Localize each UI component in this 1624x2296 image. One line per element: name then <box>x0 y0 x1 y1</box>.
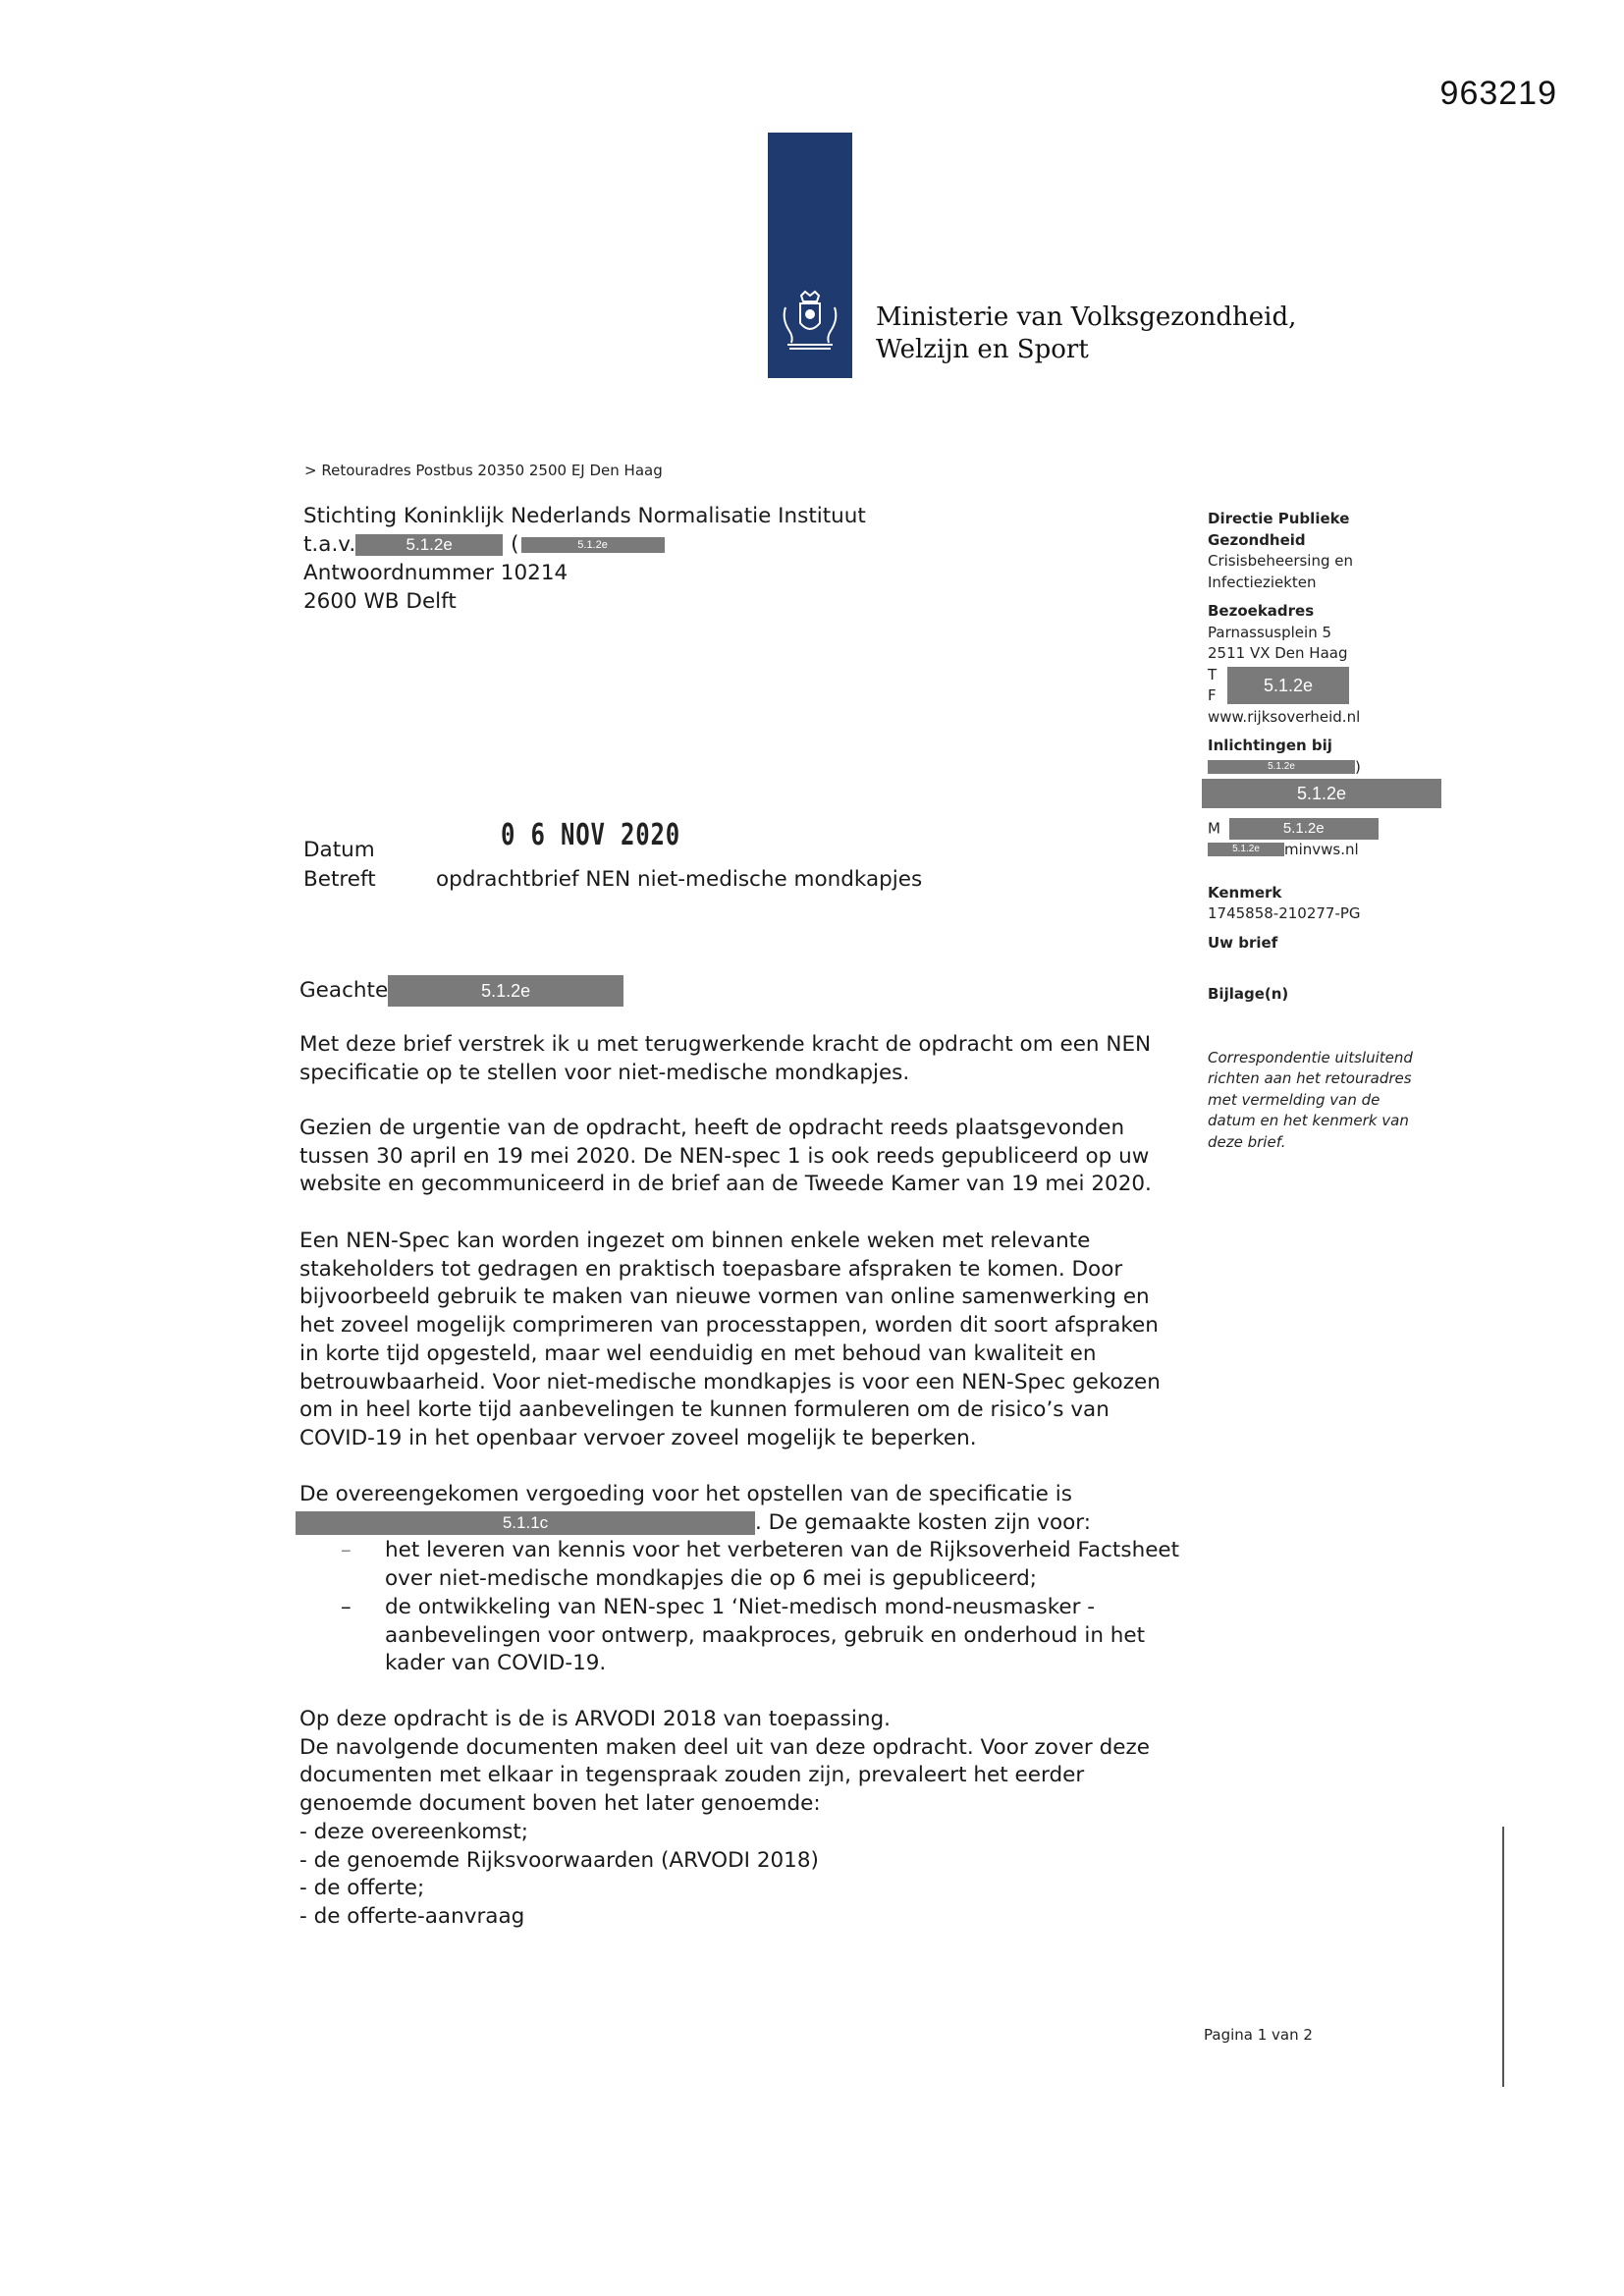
redaction-block: 5.1.2e <box>1227 667 1349 704</box>
text-line: genoemde document boven het later genoemde: <box>299 1791 821 1817</box>
text-line: de ontwikkeling van NEN-spec 1 ‘Niet-medisch mond-neusmasker - <box>385 1594 1096 1619</box>
rijksoverheid-logo <box>768 133 852 378</box>
text-line: COVID-19 in het openbaar vervoer zoveel mogelijk te beperken. <box>299 1425 977 1450</box>
fax-label: F <box>1208 686 1217 704</box>
page-number: Pagina 1 van 2 <box>1204 2026 1313 2044</box>
list-dash: – <box>341 1538 352 1563</box>
text-line: tussen 30 april en 19 mei 2020. De NEN-spec 1 is ook reeds gepubliceerd op uw <box>299 1143 1150 1169</box>
info-redaction-row <box>1208 779 1443 810</box>
your-letter-heading: Uw brief <box>1208 933 1278 952</box>
text-line: De overeengekomen vergoeding voor het opstellen van de specificatie is <box>299 1482 1072 1506</box>
text-line: Gezien de urgentie van de opdracht, heeft de opdracht reeds plaatsgevonden <box>299 1116 1125 1140</box>
visit-street: Parnassusplein 5 <box>1208 623 1332 641</box>
paragraph-3 <box>299 1228 1183 1453</box>
addressee-block <box>303 502 866 616</box>
subject-value: opdrachtbrief NEN niet-medische mondkapjes <box>436 867 923 892</box>
visit-postcode: 2511 VX Den Haag <box>1208 644 1348 662</box>
text-line: documenten met elkaar in tegenspraak zouden zijn, prevaleert het eerder <box>299 1763 1085 1788</box>
text-line: aanbevelingen voor ontwerp, maakproces, gebruik en onderhoud in het <box>385 1622 1146 1648</box>
redaction-block: 5.1.2e <box>1208 843 1284 856</box>
redaction-block: 5.1.1c <box>296 1511 755 1535</box>
text-line: betrouwbaarheid. Voor niet-medische mondkapjes is voor een NEN-Spec gekozen <box>299 1369 1161 1394</box>
addressee-tav <box>303 530 866 559</box>
addressee-antwoordnummer: Antwoordnummer 10214 <box>303 561 568 585</box>
info-contact <box>1208 757 1443 779</box>
redaction-block: 5.1.2e <box>355 534 503 556</box>
text-line: kader van COVID-19. <box>385 1651 607 1676</box>
text-fragment: . De gemaakte kosten zijn voor: <box>755 1509 1091 1535</box>
phone-label: T <box>1208 665 1218 683</box>
text-line: om in heel korte tijd aanbevelingen te kunnen formuleren om de risico’s van <box>299 1397 1110 1423</box>
document-number: 963219 <box>1439 75 1557 112</box>
text-line: - de offerte-aanvraag <box>299 1903 525 1929</box>
text-line: in korte tijd opgesteld, maar wel eenduidig en met behoud van kwaliteit en <box>299 1340 1097 1366</box>
email-row <box>1208 840 1443 861</box>
redaction-block: 5.1.2e <box>1208 760 1355 774</box>
text-line: over niet-medische mondkapjes die op 6 mei is gepubliceerd; <box>385 1566 1037 1592</box>
text-line: - de genoemde Rijksvoorwaarden (ARVODI 2018) <box>299 1847 819 1873</box>
paragraph-5 <box>299 1706 1183 1932</box>
text-line: stakeholders tot gedragen en praktisch toepasbare afspraken te komen. Door <box>299 1256 1123 1282</box>
paragraph-1 <box>299 1031 1183 1087</box>
text-line: - de offerte; <box>299 1876 425 1901</box>
tav-prefix: t.a.v. <box>303 532 356 557</box>
unit-line-2: Infectieziekten <box>1208 573 1317 591</box>
redaction-block: 5.1.2e <box>1202 779 1441 808</box>
ministry-line-1: Ministerie van Volksgezondheid, <box>876 302 1297 332</box>
text-line: Een NEN-Spec kan worden ingezet om binnen enkele weken met relevante <box>299 1229 1091 1253</box>
website: www.rijksoverheid.nl <box>1208 707 1361 726</box>
text-line: De navolgende documenten maken deel uit van deze opdracht. Voor zover deze <box>299 1734 1150 1760</box>
email-domain: minvws.nl <box>1284 840 1359 858</box>
attachments-heading: Bijlage(n) <box>1208 985 1289 1003</box>
note-line: met vermelding van de <box>1208 1090 1380 1109</box>
reference-heading: Kenmerk <box>1208 883 1282 902</box>
unit-line-1: Crisisbeheersing en <box>1208 552 1354 570</box>
date-stamp: 0 6 NOV 2020 <box>501 818 680 852</box>
scan-edge-line <box>1502 1827 1504 2087</box>
dept-line-2: Gezondheid <box>1208 530 1306 549</box>
note-line: richten aan het retouradres <box>1208 1069 1412 1087</box>
text-line: het zoveel mogelijk comprimeren van processtappen, worden dit soort afspraken <box>299 1313 1159 1339</box>
info-heading: Inlichtingen bij <box>1208 737 1332 754</box>
subject-label: Betreft <box>303 867 376 892</box>
dept-line-1: Directie Publieke <box>1208 510 1350 527</box>
date-label: Datum <box>303 838 375 862</box>
list-item <box>299 1594 1183 1678</box>
addressee-org: Stichting Koninklijk Nederlands Normalisatie Instituut <box>303 504 866 528</box>
note-line: Correspondentie uitsluitend <box>1208 1048 1413 1066</box>
reference-value: 1745858-210277-PG <box>1208 904 1361 922</box>
list-item <box>299 1537 1183 1593</box>
text-line: Op deze opdracht is de is ARVODI 2018 van toepassing. <box>299 1707 892 1731</box>
redaction-block: 5.1.2e <box>1229 818 1379 840</box>
sidebar-info <box>1208 509 1443 1153</box>
phone-fax-block <box>1208 665 1443 707</box>
mobile-label: M <box>1208 819 1220 837</box>
paragraph-4 <box>299 1481 1183 1678</box>
text-line: Met deze brief verstrek ik u met terugwerkende kracht de opdracht om een NEN <box>299 1032 1152 1057</box>
addressee-city: 2600 WB Delft <box>303 589 457 614</box>
salutation-word: Geachte <box>299 978 389 1003</box>
ministry-line-2: Welzijn en Sport <box>876 335 1089 364</box>
return-address: > Retouradres Postbus 20350 2500 EJ Den Haag <box>304 462 663 479</box>
coat-of-arms-icon <box>780 290 840 353</box>
paragraph-2 <box>299 1115 1183 1199</box>
visit-address-heading: Bezoekadres <box>1208 602 1315 620</box>
mobile-row <box>1208 818 1443 840</box>
text-line: - deze overeenkomst; <box>299 1819 529 1844</box>
note-line: deze brief. <box>1208 1132 1286 1151</box>
redaction-block: 5.1.2e <box>521 537 665 553</box>
paren-close: ) <box>1355 757 1361 776</box>
cost-list <box>299 1537 1183 1678</box>
text-line: website en gecommuniceerd in de brief aan de Tweede Kamer van 19 mei 2020. <box>299 1172 1152 1197</box>
ministry-name <box>876 301 1296 366</box>
list-dash: – <box>341 1594 352 1619</box>
note-line: datum en het kenmerk van <box>1208 1112 1409 1129</box>
text-line: bijvoorbeeld gebruik te maken van nieuwe vormen van online samenwerking en <box>299 1285 1150 1310</box>
text-line: het leveren van kennis voor het verbeteren van de Rijksoverheid Factsheet <box>385 1538 1180 1563</box>
text-line <box>296 1509 1183 1538</box>
text-line: specificatie op te stellen voor niet-medische mondkapjes. <box>299 1060 910 1085</box>
correspondence-note <box>1208 1048 1443 1154</box>
redaction-block: 5.1.2e <box>388 975 623 1007</box>
salutation <box>299 975 1183 1007</box>
paren-open: ( <box>511 532 519 557</box>
